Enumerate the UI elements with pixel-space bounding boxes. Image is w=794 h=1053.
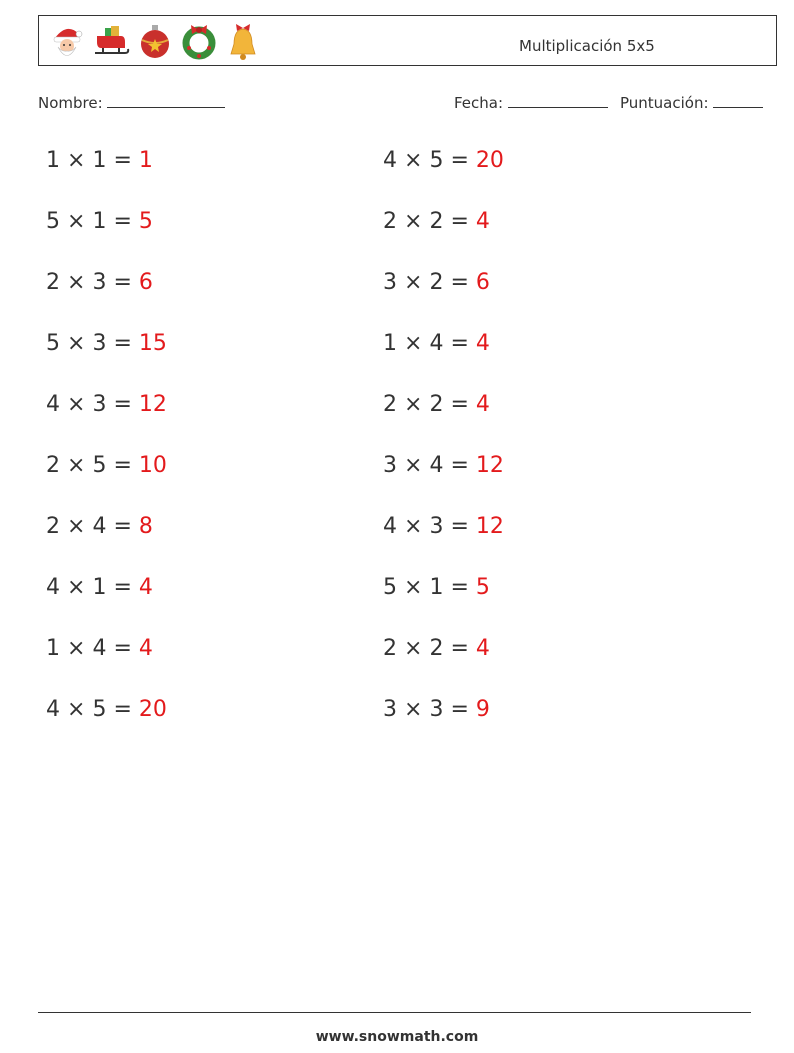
score-blank	[713, 93, 763, 108]
name-blank	[107, 93, 225, 108]
times-sign: ×	[67, 148, 86, 173]
operand-a: 1	[46, 148, 60, 173]
problem-left-8	[46, 575, 153, 600]
operand-b: 3	[92, 270, 107, 295]
times-sign: ×	[67, 514, 86, 539]
operand-b: 1	[92, 148, 107, 173]
equals-sign: =	[450, 392, 469, 417]
answer: 4	[138, 575, 153, 600]
times-sign: ×	[67, 697, 86, 722]
operand-a: 2	[383, 392, 397, 417]
operand-b: 1	[429, 575, 444, 600]
problem-left-4	[46, 331, 167, 356]
problem-left-3	[46, 270, 153, 295]
operand-a: 4	[383, 148, 397, 173]
operand-a: 1	[46, 636, 60, 661]
problem-right-10	[383, 697, 490, 722]
operand-a: 5	[46, 209, 60, 234]
score-field	[620, 93, 763, 112]
times-sign: ×	[67, 331, 86, 356]
answer: 12	[475, 453, 504, 478]
equals-sign: =	[113, 514, 132, 539]
problem-right-8	[383, 575, 490, 600]
operand-b: 1	[92, 575, 107, 600]
answer: 15	[138, 331, 167, 356]
operand-b: 3	[92, 392, 107, 417]
operand-a: 5	[383, 575, 397, 600]
answer: 6	[138, 270, 153, 295]
times-sign: ×	[67, 453, 86, 478]
worksheet-header	[38, 15, 777, 66]
answer: 8	[138, 514, 153, 539]
operand-a: 2	[46, 453, 60, 478]
operand-b: 3	[92, 331, 107, 356]
problem-left-10	[46, 697, 167, 722]
operand-b: 3	[429, 514, 444, 539]
times-sign: ×	[404, 331, 423, 356]
answer: 4	[475, 209, 490, 234]
operand-a: 2	[46, 270, 60, 295]
times-sign: ×	[404, 514, 423, 539]
operand-b: 2	[429, 270, 444, 295]
problem-left-2	[46, 209, 153, 234]
operand-b: 2	[429, 209, 444, 234]
santa-icon	[47, 20, 87, 62]
operand-b: 2	[429, 392, 444, 417]
operand-a: 4	[383, 514, 397, 539]
equals-sign: =	[113, 392, 132, 417]
equals-sign: =	[450, 209, 469, 234]
equals-sign: =	[450, 697, 469, 722]
times-sign: ×	[404, 575, 423, 600]
footer-divider	[38, 1012, 751, 1013]
answer: 4	[475, 392, 490, 417]
name-field	[38, 93, 225, 112]
answer: 12	[138, 392, 167, 417]
operand-a: 3	[383, 453, 397, 478]
operand-a: 4	[46, 392, 60, 417]
answer: 20	[138, 697, 167, 722]
times-sign: ×	[404, 392, 423, 417]
operand-b: 1	[92, 209, 107, 234]
equals-sign: =	[113, 575, 132, 600]
sleigh-icon	[91, 20, 131, 62]
answer: 10	[138, 453, 167, 478]
answer: 6	[475, 270, 490, 295]
operand-b: 4	[92, 636, 107, 661]
problem-left-5	[46, 392, 167, 417]
operand-b: 2	[429, 636, 444, 661]
operand-a: 3	[383, 697, 397, 722]
operand-a: 2	[383, 636, 397, 661]
operand-b: 5	[92, 453, 107, 478]
problem-left-6	[46, 453, 167, 478]
bell-icon	[223, 20, 263, 62]
problem-left-7	[46, 514, 153, 539]
answer: 4	[475, 331, 490, 356]
times-sign: ×	[404, 636, 423, 661]
answer: 20	[475, 148, 504, 173]
problem-right-7	[383, 514, 504, 539]
operand-a: 5	[46, 331, 60, 356]
times-sign: ×	[67, 636, 86, 661]
operand-a: 1	[383, 331, 397, 356]
operand-b: 4	[92, 514, 107, 539]
operand-b: 3	[429, 697, 444, 722]
operand-a: 4	[46, 575, 60, 600]
answer: 4	[475, 636, 490, 661]
equals-sign: =	[450, 575, 469, 600]
times-sign: ×	[67, 575, 86, 600]
operand-a: 2	[383, 209, 397, 234]
header-icons	[47, 20, 263, 62]
date-field	[454, 93, 608, 112]
wreath-icon	[179, 20, 219, 62]
problem-right-6	[383, 453, 504, 478]
equals-sign: =	[113, 453, 132, 478]
answer: 5	[475, 575, 490, 600]
date-label: Fecha:	[454, 94, 504, 112]
problem-right-5	[383, 392, 490, 417]
date-blank	[508, 93, 608, 108]
problem-left-1	[46, 148, 153, 173]
equals-sign: =	[113, 209, 132, 234]
equals-sign: =	[113, 697, 132, 722]
operand-a: 4	[46, 697, 60, 722]
times-sign: ×	[404, 209, 423, 234]
operand-a: 3	[383, 270, 397, 295]
operand-b: 4	[429, 331, 444, 356]
problem-left-9	[46, 636, 153, 661]
equals-sign: =	[450, 453, 469, 478]
answer: 4	[138, 636, 153, 661]
problem-right-2	[383, 209, 490, 234]
equals-sign: =	[450, 270, 469, 295]
problem-right-3	[383, 270, 490, 295]
answer: 5	[138, 209, 153, 234]
operand-b: 5	[92, 697, 107, 722]
equals-sign: =	[113, 270, 132, 295]
operand-a: 2	[46, 514, 60, 539]
operand-b: 4	[429, 453, 444, 478]
times-sign: ×	[67, 209, 86, 234]
equals-sign: =	[450, 636, 469, 661]
answer: 1	[138, 148, 153, 173]
ornament-icon	[135, 20, 175, 62]
equals-sign: =	[113, 331, 132, 356]
times-sign: ×	[67, 392, 86, 417]
times-sign: ×	[404, 270, 423, 295]
equals-sign: =	[450, 148, 469, 173]
equals-sign: =	[113, 148, 132, 173]
times-sign: ×	[404, 453, 423, 478]
footer-url: www.snowmath.com	[315, 1029, 479, 1045]
answer: 9	[475, 697, 490, 722]
times-sign: ×	[404, 148, 423, 173]
times-sign: ×	[404, 697, 423, 722]
problem-right-1	[383, 148, 504, 173]
worksheet-title: Multiplicación 5x5	[519, 37, 655, 55]
score-label: Puntuación:	[620, 94, 709, 112]
answer: 12	[475, 514, 504, 539]
times-sign: ×	[67, 270, 86, 295]
operand-b: 5	[429, 148, 444, 173]
problem-right-9	[383, 636, 490, 661]
equals-sign: =	[450, 331, 469, 356]
name-label: Nombre:	[38, 94, 103, 112]
equals-sign: =	[450, 514, 469, 539]
equals-sign: =	[113, 636, 132, 661]
problem-right-4	[383, 331, 490, 356]
